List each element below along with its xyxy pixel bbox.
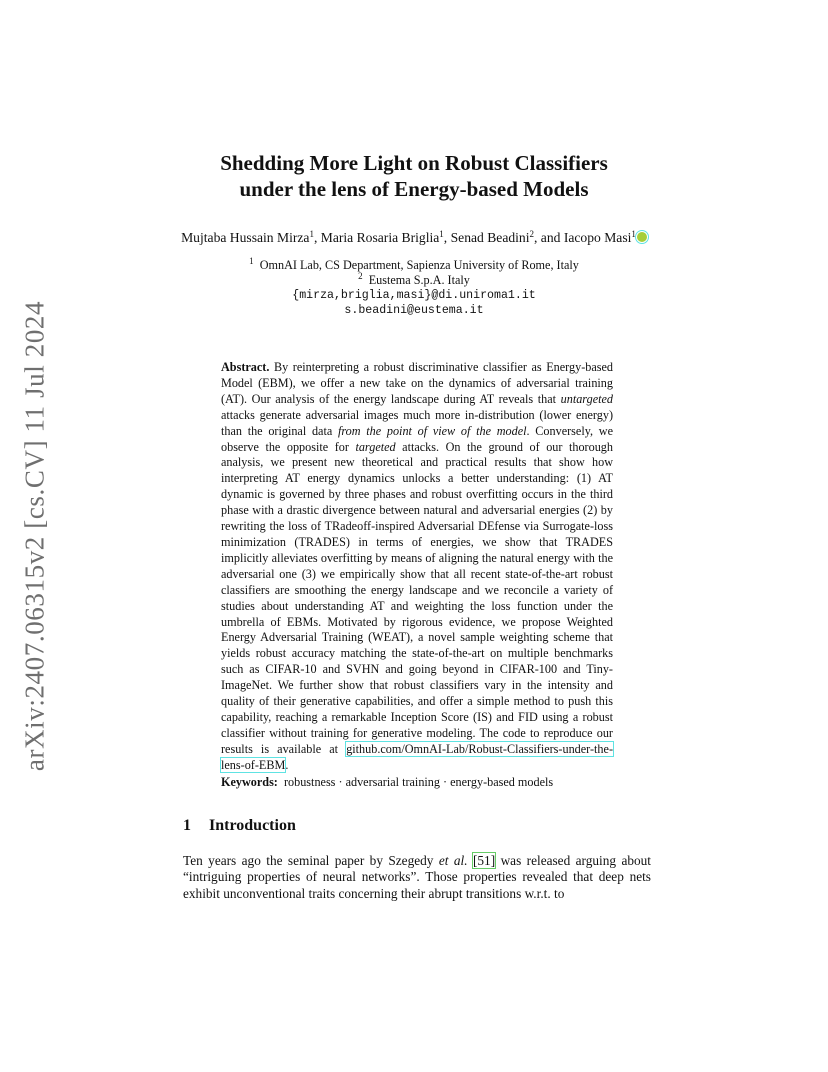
abstract-emphasis: from the point of view of the model [337,423,527,438]
section-title: Introduction [209,817,296,834]
code-repository-link[interactable]: github.com/OmnAI-Lab/Robust-Classifiers-under-the-lens-of-EBM [221,741,613,772]
author-separator: , [443,230,451,245]
intro-paragraph [183,853,651,902]
author-affiliation-mark: 1 [439,229,444,239]
email-line-1: {mirza,briglia,masi}@di.uniroma1.it [292,289,536,302]
citation-link[interactable]: [51] [472,853,496,868]
affiliations [0,258,828,318]
paper-title [0,150,828,202]
author-affiliation-mark: 1 [309,229,314,239]
section-number: 1 [183,817,191,834]
abstract [221,360,613,774]
abstract-end: . [285,757,289,772]
intro-emphasis: et al. [438,853,468,868]
orcid-icon[interactable] [637,232,647,242]
title-line-2: under the lens of Energy-based Models [239,177,589,201]
section-heading [183,816,296,836]
author-separator: , and [534,230,564,245]
abstract-emphasis: targeted [355,439,396,454]
email-line-2: s.beadini@eustema.it [344,304,484,317]
abstract-label: Abstract. [221,360,270,374]
affiliation-text: Eustema S.p.A. Italy [368,273,470,287]
abstract-emphasis: untargeted [560,391,613,406]
affiliation-mark: 2 [358,271,363,281]
author-name: Senad Beadini [450,230,530,245]
author-affiliation-mark: 1 [631,229,636,239]
affiliation-1 [0,258,828,273]
title-line-1: Shedding More Light on Robust Classifiers [220,151,608,175]
abstract-text: . Conversely, we observe the opposite for [221,423,613,454]
affiliation-mark: 1 [249,256,254,266]
author-name: Iacopo Masi [563,230,632,245]
affiliation-text: OmnAI Lab, CS Department, Sapienza University of Rome, Italy [259,258,579,272]
author-separator: , [313,230,321,245]
author-list [0,229,828,247]
author-affiliation-mark: 2 [529,229,534,239]
keywords-text: robustness · adversarial training · energy-based models [283,775,554,789]
author-name: Maria Rosaria Briglia [320,230,440,245]
abstract-text: attacks. On the ground of our thorough analysis, we present new theoretical and practical results that show how interpreting AT energy dynamics unlocks a better understanding: (1) AT dynamic is governed by three phases and robust overfitting occurs in the third phase with a drastic divergence between natural and adversarial energies (2) by rewriting the loss of TRadeoff-inspired Adversarial DEfense via Surrogate-loss minimization (TRADES) in terms of energies, we show that TRADES implicitly alleviates overfitting by means of aligning the natural energy with the adversarial one (3) we empirically show that all recent state-of-the-art robust classifiers are smoothing the energy landscape and we reconcile a variety of studies about understanding AT and weighting the loss function under the umbrella of EBMs. Motivated by rigorous evidence, we propose Weighted Energy Adversarial Training (WEAT), a novel sample weighting scheme that yields robust accuracy matching the state-of-the-art on multiple benchmarks such as CIFAR-10 and SVHN and going beyond in CIFAR-100 and Tiny-ImageNet. We further show that robust classifiers vary in the intensity and quality of their generative capabilities, and offer a simple method to push this capability, reaching a remarkable Inception Score (IS) and FID using a robust classifier without training for generative modeling. The code to reproduce our results is available at [221,439,613,756]
keywords-label: Keywords: [221,775,278,789]
keywords [221,774,621,790]
abstract-text: attacks generate adversarial images much more in-distribution (lower energy) than the original data [221,407,613,438]
affiliation-2 [0,273,828,288]
abstract-text: By reinterpreting a robust discriminative classifier as Energy-based Model (EBM), we offer a new take on the dynamics of adversarial training (AT). Our analysis of the energy landscape during AT reveals that [221,360,614,406]
arxiv-identifier: arXiv:2407.06315v2 [cs.CV] 11 Jul 2024 [19,300,50,772]
intro-text: Ten years ago the seminal paper by Szegedy [183,853,439,868]
author-name: Mujtaba Hussain Mirza [181,230,310,245]
intro-text: was released arguing about “intriguing properties of neural networks”. Those properties revealed that deep nets exhibit unconventional traits concerning their abrupt transitions w.r.t. to [183,853,651,901]
